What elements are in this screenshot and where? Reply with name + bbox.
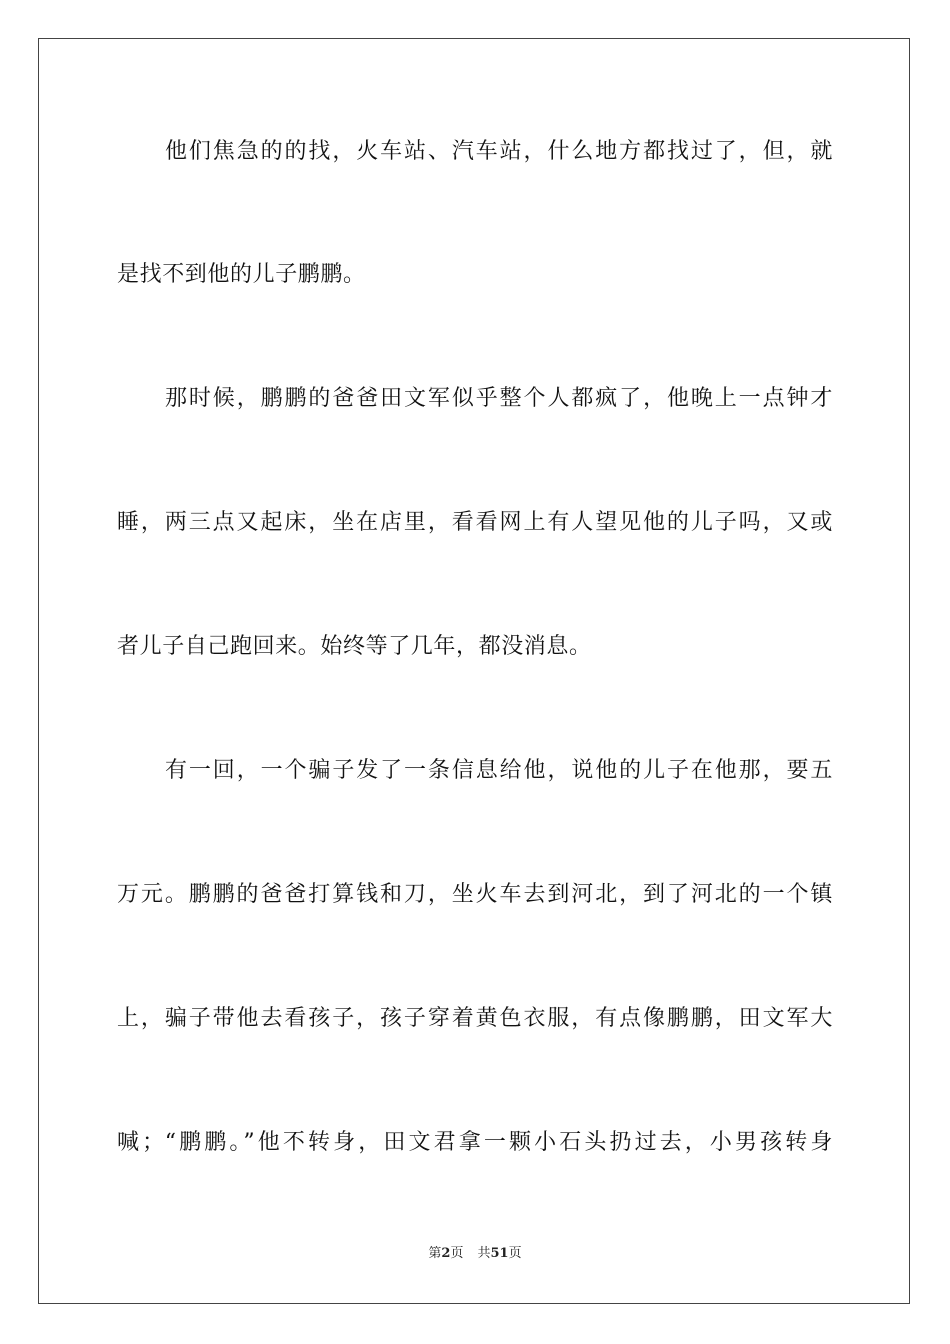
total-label-prefix: 共: [477, 1246, 491, 1261]
page-number: 2: [441, 1246, 451, 1261]
page-frame: [38, 38, 910, 1304]
page-label-prefix: 第: [428, 1246, 442, 1261]
paragraph-line: 他们焦急的的找，火车站、汽车站，什么地方都找过了，但，就: [165, 139, 833, 164]
paragraph-line: 睡，两三点又起床，坐在店里，看看网上有人望见他的儿子吗，又或: [117, 510, 833, 535]
paragraph-line: 者儿子自己跑回来。始终等了几年，都没消息。: [117, 634, 592, 659]
page-footer: [0, 1245, 950, 1263]
page-label-suffix: 页: [450, 1246, 464, 1261]
paragraph-line: 万元。鹏鹏的爸爸打算钱和刀，坐火车去到河北，到了河北的一个镇: [117, 882, 833, 907]
paragraph-line: 有一回，一个骗子发了一条信息给他，说他的儿子在他那，要五: [165, 758, 833, 783]
total-pages: 51: [490, 1246, 509, 1261]
paragraph-line: 是找不到他的儿子鹏鹏。: [117, 262, 366, 287]
total-label-suffix: 页: [508, 1246, 522, 1261]
paragraph-line: 上，骗子带他去看孩子，孩子穿着黄色衣服，有点像鹏鹏，田文军大: [117, 1006, 833, 1031]
paragraph-line: 喊；“鹏鹏。”他不转身，田文君拿一颗小石头扔过去，小男孩转身: [117, 1130, 833, 1155]
paragraph-line: 那时候，鹏鹏的爸爸田文军似乎整个人都疯了，他晚上一点钟才: [165, 386, 833, 411]
